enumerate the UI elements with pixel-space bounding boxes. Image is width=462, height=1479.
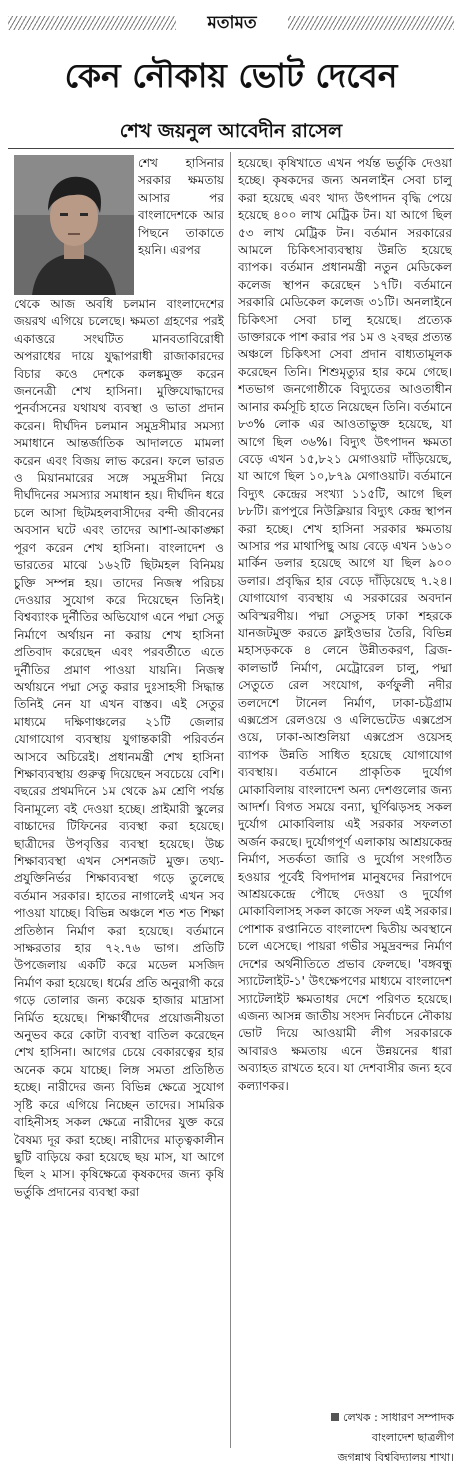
article-right-column (238, 155, 452, 1371)
bullet-square-icon (331, 1413, 339, 1421)
author-note-line-3: জগন্নাথ বিশ্ববিদ্যালয় শাখা। (337, 1451, 454, 1464)
article-left-paragraph: থেকে আজ অবধি চলমান বাংলাদেশের জয়রথ এগিয়ে চলেছে। ক্ষমতা গ্রহণের পরই একাত্তরে সংঘটিত মানবতাবিরোধী অপরাধের দায়ে যুদ্ধাপরাধী রাজাকারদের বিচার কওে দেশকে কলঙ্কমুক্ত করেন জননেত্রী শেখ হাসিনা। মুক্তিযোদ্ধাদের পুনর্বাসনের যথাযথ ব্যবস্থা ও ভাতা প্রদান করেন। দীর্ঘদিন চলমান সমুদ্রসীমার সমস্যা সমাধানে আন্তর্জাতিক আদালতে মামলা করেন এবং বিজয় লাভ করেন। ফলে ভারত ও মিয়ানমারের সঙ্গে সমুদ্রসীমা নিয়ে দীর্ঘদিনের সমস্যার সমাধান হয়। দীর্ঘদিন ধরে চলে আসা ছিটমহলবাসীদের বন্দী জীবনের অবসান ঘটে এবং তাদের আশা-আকাঙ্ক্ষা পূরণ করেন শেখ হাসিনা। বাংলাদেশ ও ভারতের মাঝে ১৬২টি ছিটমহল বিনিময় চুক্তি সম্পন্ন হয়। তাদের নিজস্ব পরিচয় দেওয়ার সুযোগ করে দিয়েছেন তিনিই। বিশ্বব্যাংক দুর্নীতির অভিযোগ এনে পদ্মা সেতু নির্মাণে অর্থায়ন না করায় শেখ হাসিনা প্রতিবাদ করেছেন এবং পরবর্তীতে এতে দুর্নীতির প্রমাণ পাওয়া যায়নি। নিজস্ব অর্থায়নে পদ্মা সেতু করার দুঃসাহসী সিদ্ধান্ত তিনিই নেন যা এখন বাস্তব। এই সেতুর মাধ্যমে দক্ষিণাঞ্চলের ২১টি জেলার যোগাযোগ ব্যবস্থায় যুগান্তকারী পরিবর্তন আসবে অচিরেই। প্রধানমন্ত্রী শেখ হাসিনা শিক্ষাব্যবস্থায় গুরুত্ব দিয়েছেন সবচেয়ে বেশি। বছরের প্রথমদিনে ১ম থেকে ৯ম শ্রেণি পর্যন্ত বিনামূল্যে বই দেওয়া হচ্ছে। প্রাইমারী স্কুলের বাচ্চাদের টিফিনের ব্যবস্থা করা হয়েছে। ছাত্রীদের উপবৃত্তির ব্যবস্থা হয়েছে। উচ্চ শিক্ষাব্যবস্থা এখন সেশনজট মুক্ত। তথ্য-প্রযুক্তিনির্ভর শিক্ষাব্যবস্থা গড়ে তুলেছে বর্তমান সরকার। হাতের নাগালেই এখন সব পাওয়া যাচ্ছে। বিভিন্ন অঞ্চলে শত শত শিক্ষা প্রতিষ্ঠান নির্মাণ করা হয়েছে। বর্তমানে সাক্ষরতার হার ৭২.৭৬ ভাগ। প্রতিটি উপজেলায় একটি করে মডেল মসজিদ নির্মাণ করা হয়েছে। ধর্মের প্রতি অনুরাগী করে গড়ে তোলার জন্য কয়েক হাজার মাদ্রাসা নির্মিত হয়েছে। শিক্ষার্থীদের প্রয়োজনীয়তা অনুভব করে কোটা ব্যবস্থা বাতিল করেছেন শেখ হাসিনা। আগের চেয়ে বেকারত্বের হার অনেক কমে যাচ্ছে। লিঙ্গ সমতা প্রতিষ্ঠিত হচ্ছে। নারীদের জন্য বিভিন্ন ক্ষেত্রে সুযোগ সৃষ্টি করে এগিয়ে নিচ্ছেন তাদের। সামরিক বাহিনীসহ সকল ক্ষেত্রে নারীদের যুক্ত করে বৈষম্য দূর করা হচ্ছে। নারীদের মাতৃত্বকালীন ছুটি বাড়িয়ে করা হয়েছে ছয় মাস, যা আগে ছিল ২ মাস। কৃষিক্ষেত্রে কৃষকদের জন্য কৃষি ভর্তুকি প্রদানের ব্যবস্থা করা (14, 297, 224, 1199)
author-photo (14, 155, 134, 295)
article-intro-paragraph: শেখ হাসিনার সরকার ক্ষমতায় আসার পর বাংলাদেশকে আর পিছনে তাকাতে হয়নি। এরপর (138, 156, 224, 258)
section-header-hatch-left (8, 16, 176, 30)
article-byline: শেখ জয়নুল আবেদীন রাসেল (119, 120, 343, 142)
article-intro-text (138, 155, 224, 295)
column-divider (230, 152, 231, 1448)
article-left-column (14, 296, 224, 1466)
article-right-paragraph: হয়েছে। কৃষিখাতে এখন পর্যন্ত ভর্তুকি দেওয়া হচ্ছে। কৃষকদের জন্য অনলাইন সেবা চালু করা হয়েছে এবং খাদ্য উৎপাদন বৃদ্ধি পেয়ে হয়েছে ৪০০ লাখ মেট্রিক টন। যা আগে ছিল ৫৩ লাখ মেট্রিক টন। বর্তমান সরকারের আমলে চিকিৎসাব্যবস্থায় উন্নতি হয়েছে ব্যাপক। বর্তমান প্রধানমন্ত্রী নতুন মেডিকেল কলেজ স্থাপন করেছেন ১৭টি। বর্তমানে সরকারি মেডিকেল কলেজ ৩১টি। অনলাইনে চিকিৎসা সেবা চালু হয়েছে। প্রত্যেক ডাক্তারকে পাশ করার পর ১ম ও ২বছর প্রত্যন্ত অঞ্চলে চিকিৎসা সেবা প্রদান বাধ্যতামূলক করেছেন তিনি। শিশুমৃত্যুর হার কমে গেছে। শতভাগ জনগোষ্ঠীকে বিদ্যুতের আওতাধীন আনার কর্মসূচি হাতে নিয়েছেন তিনি। বর্তমানে ৮৩% লোক এর আওতাভুক্ত হয়েছে, যা আগে ছিল ৩৬%। বিদ্যুৎ উৎপাদন ক্ষমতা বেড়ে এখন ১৫,৮২১ মেগাওয়াট দাঁড়িয়েছে, যা আগে ছিল ১০,৮৭৯ মেগাওয়াট। বর্তমানে বিদ্যুৎ কেন্দ্রের সংখ্যা ১১৫টি, আগে ছিল ৮৮টি। রূপপুরে নিউক্লিয়ার বিদ্যুৎ কেন্দ্র স্থাপন করা হচ্ছে। শেখ হাসিনা সরকার ক্ষমতায় আসার পর মাথাপিছু আয় বেড়ে এখন ১৬১০ মার্কিন ডলার হয়েছে আগে যা ছিল ৯০০ ডলার। প্রবৃদ্ধির হার বেড়ে দাঁড়িয়েছে ৭.২৪। যোগাযোগ ব্যবস্থায় এ সরকারের অবদান অবিস্মরণীয়। পদ্মা সেতুসহ ঢাকা শহরকে যানজটমুক্ত করতে ফ্লাইওভার তৈরি, বিভিন্ন মহাসড়ককে ৪ লেনে উন্নীতকরণ, ব্রিজ-কালভার্ট নির্মাণ, মেট্রোরেল চালু, পদ্মা সেতুতে রেল সংযোগ, কর্ণফুলী নদীর তলদেশে টানেল নির্মাণ, ঢাকা-চট্টগ্রাম এক্সপ্রেস রেলওয়ে ও এলিভেটেড এক্সপ্রেস ওয়ে, ঢাকা-আশুলিয়া এক্সপ্রেস ওয়েসহ ব্যাপক উন্নতি সাধিত হয়েছে যোগাযোগ ব্যবস্থায়। বর্তমানে প্রাকৃতিক দুর্যোগ মোকাবিলায় বাংলাদেশ অন্য দেশগুলোর জন্য আদর্শ। বিগত সময়ে বন্যা, ঘূর্ণিঝড়সহ সকল দুর্যোগ মোকাবিলায় এই সরকার সফলতা অর্জন করছে। দুর্যোগপূর্ণ এলাকায় আশ্রয়কেন্দ্র নির্মাণ, সতর্কতা জারি ও দুর্যোগ সংগঠিত হওয়ার পূর্বেই বিপদাপন্ন মানুষদের নিরাপদে আশ্রয়কেন্দ্রে পৌছে দেওয়া ও দুর্যোগ মোকাবিলাসহ সকল কাজে সফল এই সরকার। পোশাক রপ্তানিতে বাংলাদেশ দ্বিতীয় অবস্থানে চলে এসেছে। পায়রা গভীর সমুদ্রবন্দর নির্মাণ দেশের অর্থনীতিতে প্রভাব ফেলছে। 'বঙ্গবন্ধু স্যাটেলাইট-১' উৎক্ষেপণের মাধ্যমে বাংলাদেশ স্যাটেলাইট ক্ষমতাধর দেশে পরিণত হয়েছে। এজন্য আসন্ন জাতীয় সংসদ নির্বাচনে নৌকায় ভোট দিয়ে আওয়ামী লীগ সরকারকে আবারও ক্ষমতায় এনে উন্নয়নের ধারা অব্যাহত রাখতে হবে। যা দেশবাসীর জন্য হবে কল্যাণকর। (238, 156, 452, 1093)
author-note-line-1: লেখক : সাধারণ সম্পাদক (274, 1408, 454, 1428)
header-divider (8, 148, 454, 149)
section-header-hatch-right (288, 16, 454, 30)
article-headline: কেন নৌকায় ভোট দেবেন (64, 56, 398, 95)
author-note-line-2: বাংলাদেশ ছাত্রলীগ (371, 1431, 454, 1444)
author-portrait-icon (14, 155, 134, 295)
section-label: মতামত (207, 13, 257, 33)
author-note (274, 1408, 454, 1468)
